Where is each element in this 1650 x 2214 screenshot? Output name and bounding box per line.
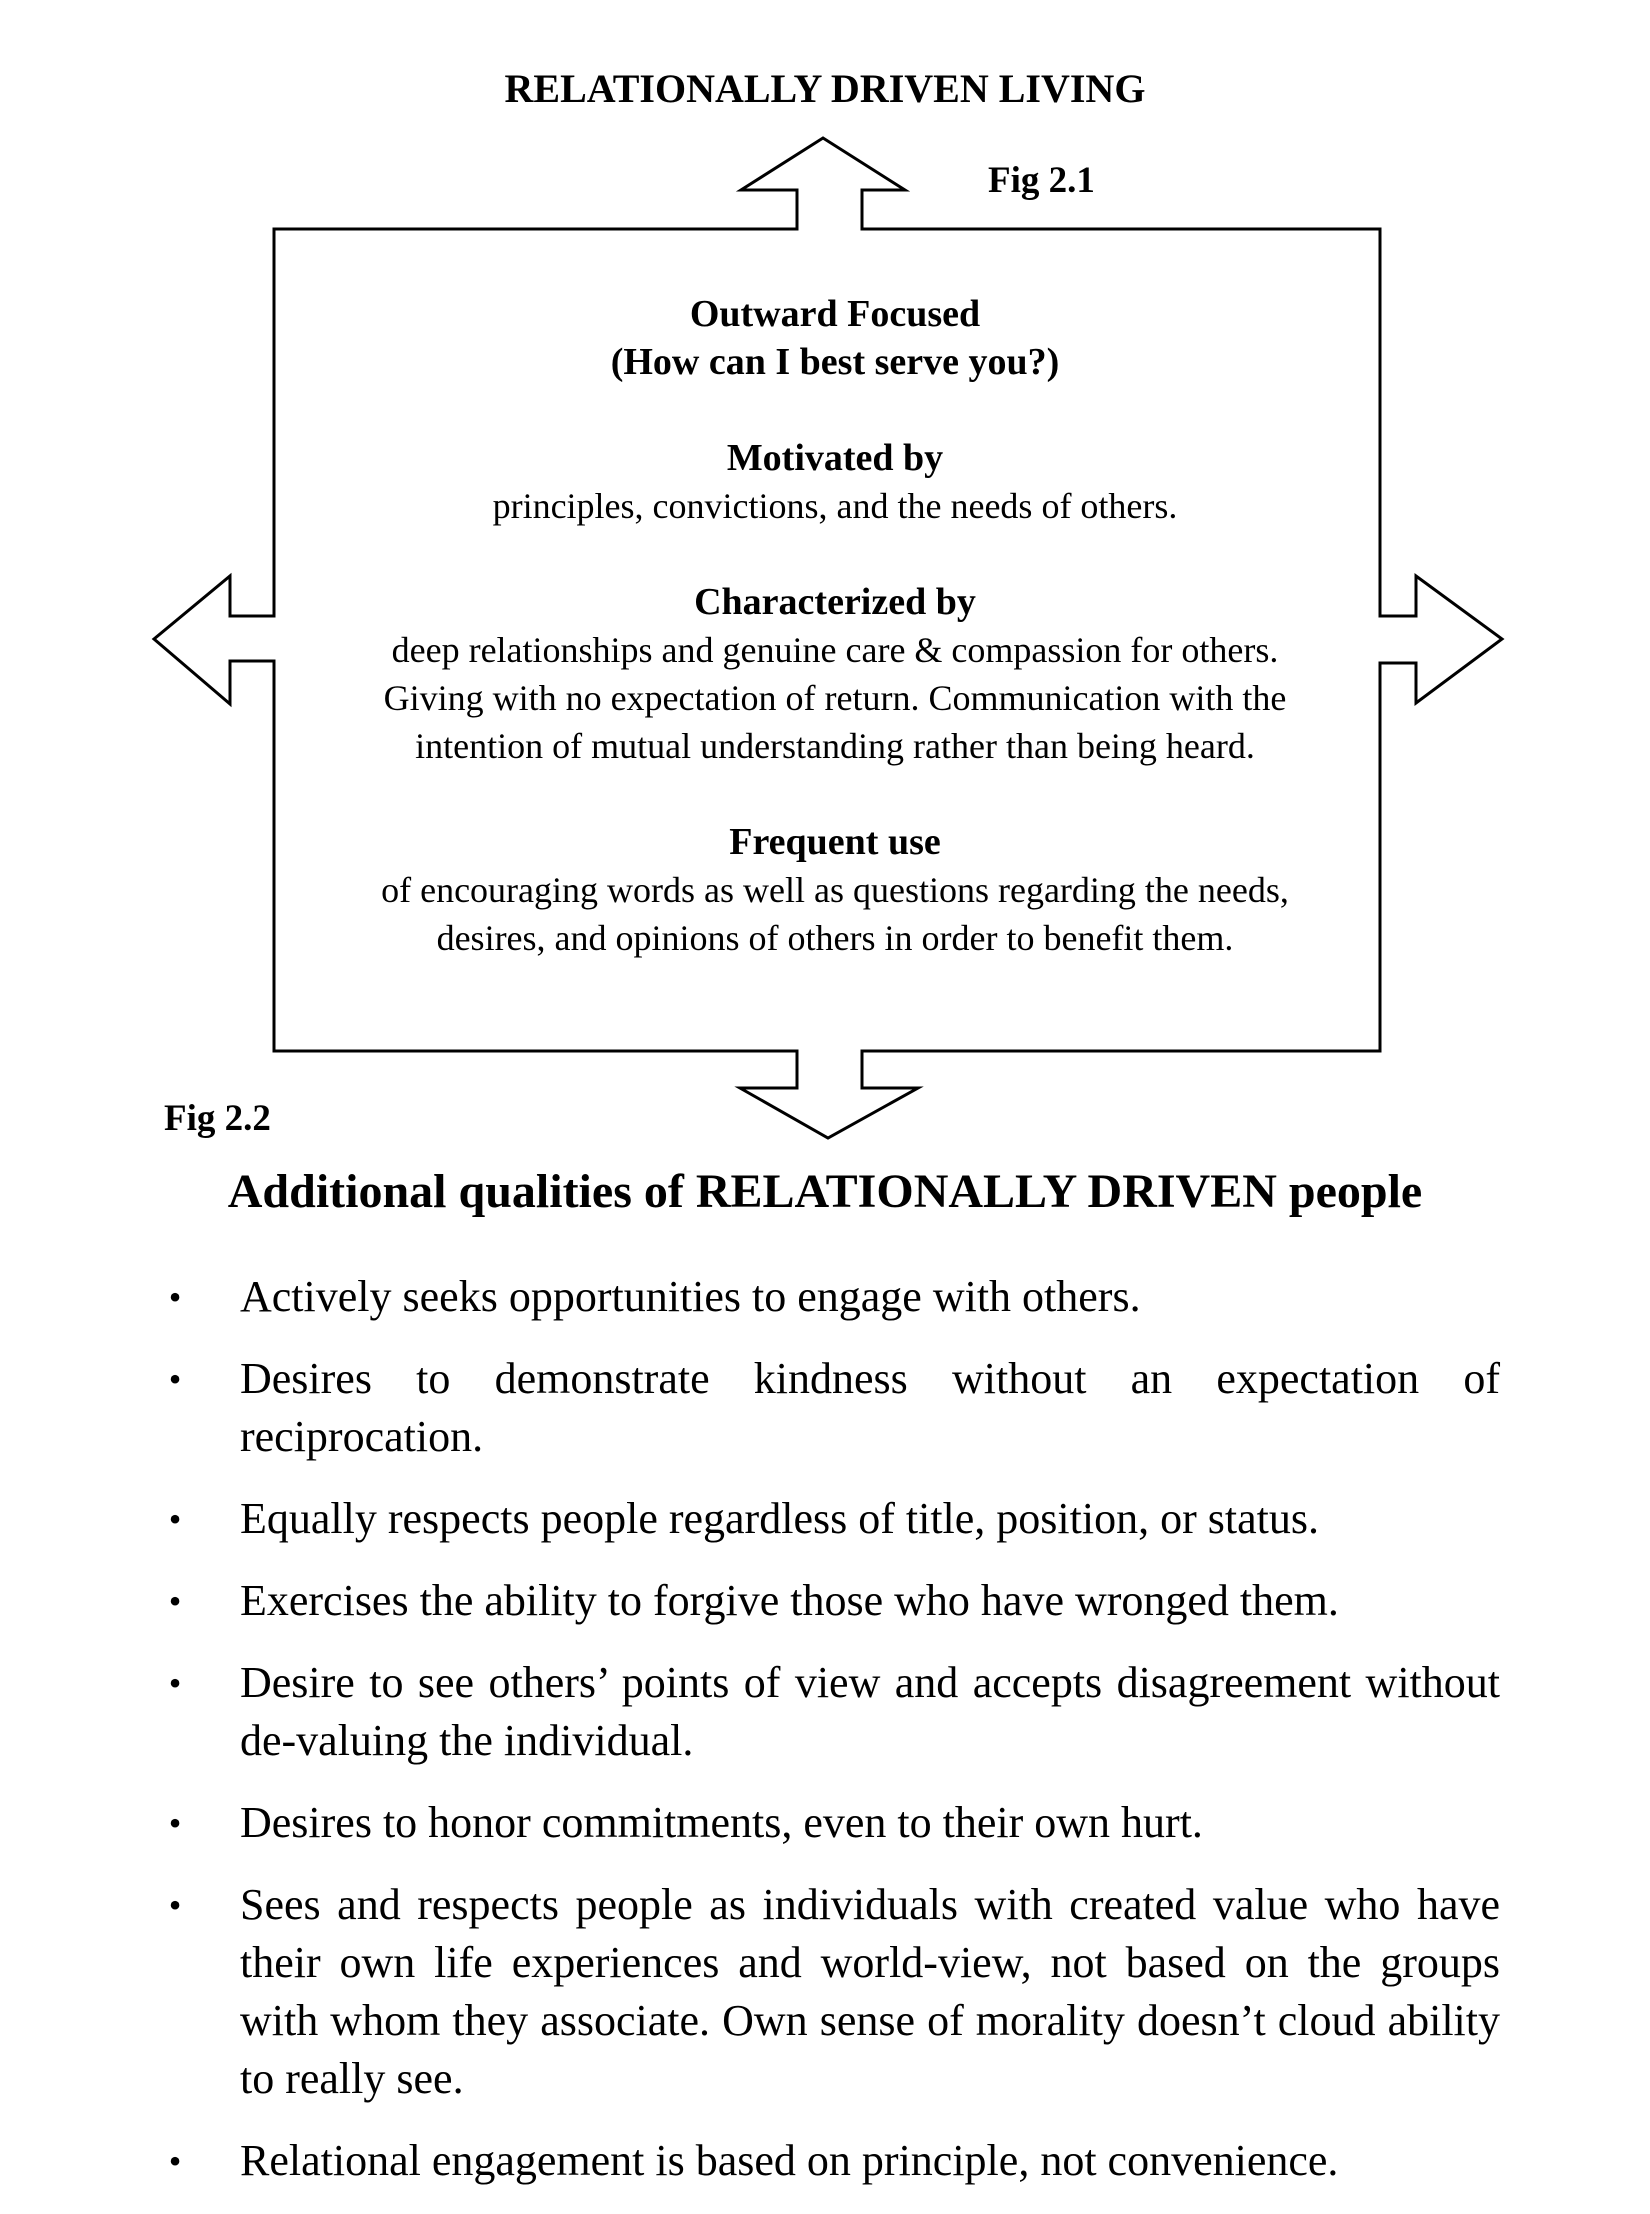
bullet-icon: •	[168, 1581, 182, 1621]
section-heading: Frequent use	[729, 821, 941, 863]
bullet-icon: •	[168, 1885, 182, 1925]
list-item-text: Equally respects people regardless of title, position, or status.	[240, 1494, 1319, 1543]
fig-2-2-label: Fig 2.2	[164, 1098, 271, 1139]
list-item	[160, 2132, 1500, 2190]
list-item	[160, 1654, 1500, 1770]
bullet-icon: •	[168, 1277, 182, 1317]
bullet-icon: •	[168, 2141, 182, 2181]
section-line: of encouraging words as well as questions regarding the needs,	[381, 870, 1289, 910]
bullet-icon: •	[168, 1663, 182, 1703]
qualities-heading: Additional qualities of RELATIONALLY DRIVEN people	[227, 1165, 1423, 1218]
list-item-text: Actively seeks opportunities to engage with others.	[240, 1272, 1141, 1321]
section-line: (How can I best serve you?)	[610, 341, 1060, 383]
section-heading: Motivated by	[726, 437, 944, 479]
list-item-text: Sees and respects people as individuals with created value who have their own life experiences and world-view, not based on the groups with whom they associate. Own sense of morality doesn’t cloud ability to really see.	[240, 1880, 1500, 2103]
bullet-icon: •	[168, 1359, 182, 1399]
list-item-text: Relational engagement is based on principle, not convenience.	[240, 2136, 1339, 2185]
list-item	[160, 1490, 1500, 1548]
list-item	[160, 1572, 1500, 1630]
list-item	[160, 1794, 1500, 1852]
section-line: deep relationships and genuine care & compassion for others.	[391, 630, 1279, 670]
section-heading: Characterized by	[694, 581, 976, 623]
list-item-text: Exercises the ability to forgive those who have wronged them.	[240, 1576, 1339, 1625]
list-item-text: Desires to honor commitments, even to their own hurt.	[240, 1798, 1203, 1847]
diagram-box-content	[280, 290, 1390, 962]
section-line: desires, and opinions of others in order to benefit them.	[436, 918, 1234, 958]
section-line: principles, convictions, and the needs of others.	[492, 486, 1178, 526]
section-line: Giving with no expectation of return. Communication with the	[383, 678, 1287, 718]
section-frequent-use	[280, 818, 1390, 962]
list-item	[160, 1350, 1500, 1466]
list-item-text: Desire to see others’ points of view and accepts disagreement without de-valuing the individual.	[240, 1658, 1500, 1765]
section-heading: Outward Focused	[689, 293, 981, 335]
bullet-icon: •	[168, 1803, 182, 1843]
section-line: intention of mutual understanding rather than being heard.	[415, 726, 1255, 766]
section-characterized-by	[280, 578, 1390, 770]
section-outward-focused	[280, 290, 1390, 386]
list-item	[160, 1876, 1500, 2108]
qualities-list	[160, 1268, 1500, 2214]
section-motivated-by	[280, 434, 1390, 530]
diagram-title: RELATIONALLY DRIVEN LIVING	[504, 66, 1146, 111]
list-item-text: Desires to demonstrate kindness without an expectation of reciprocation.	[240, 1354, 1500, 1461]
list-item	[160, 1268, 1500, 1326]
bullet-icon: •	[168, 1499, 182, 1539]
fig-2-1-label: Fig 2.1	[988, 160, 1095, 201]
